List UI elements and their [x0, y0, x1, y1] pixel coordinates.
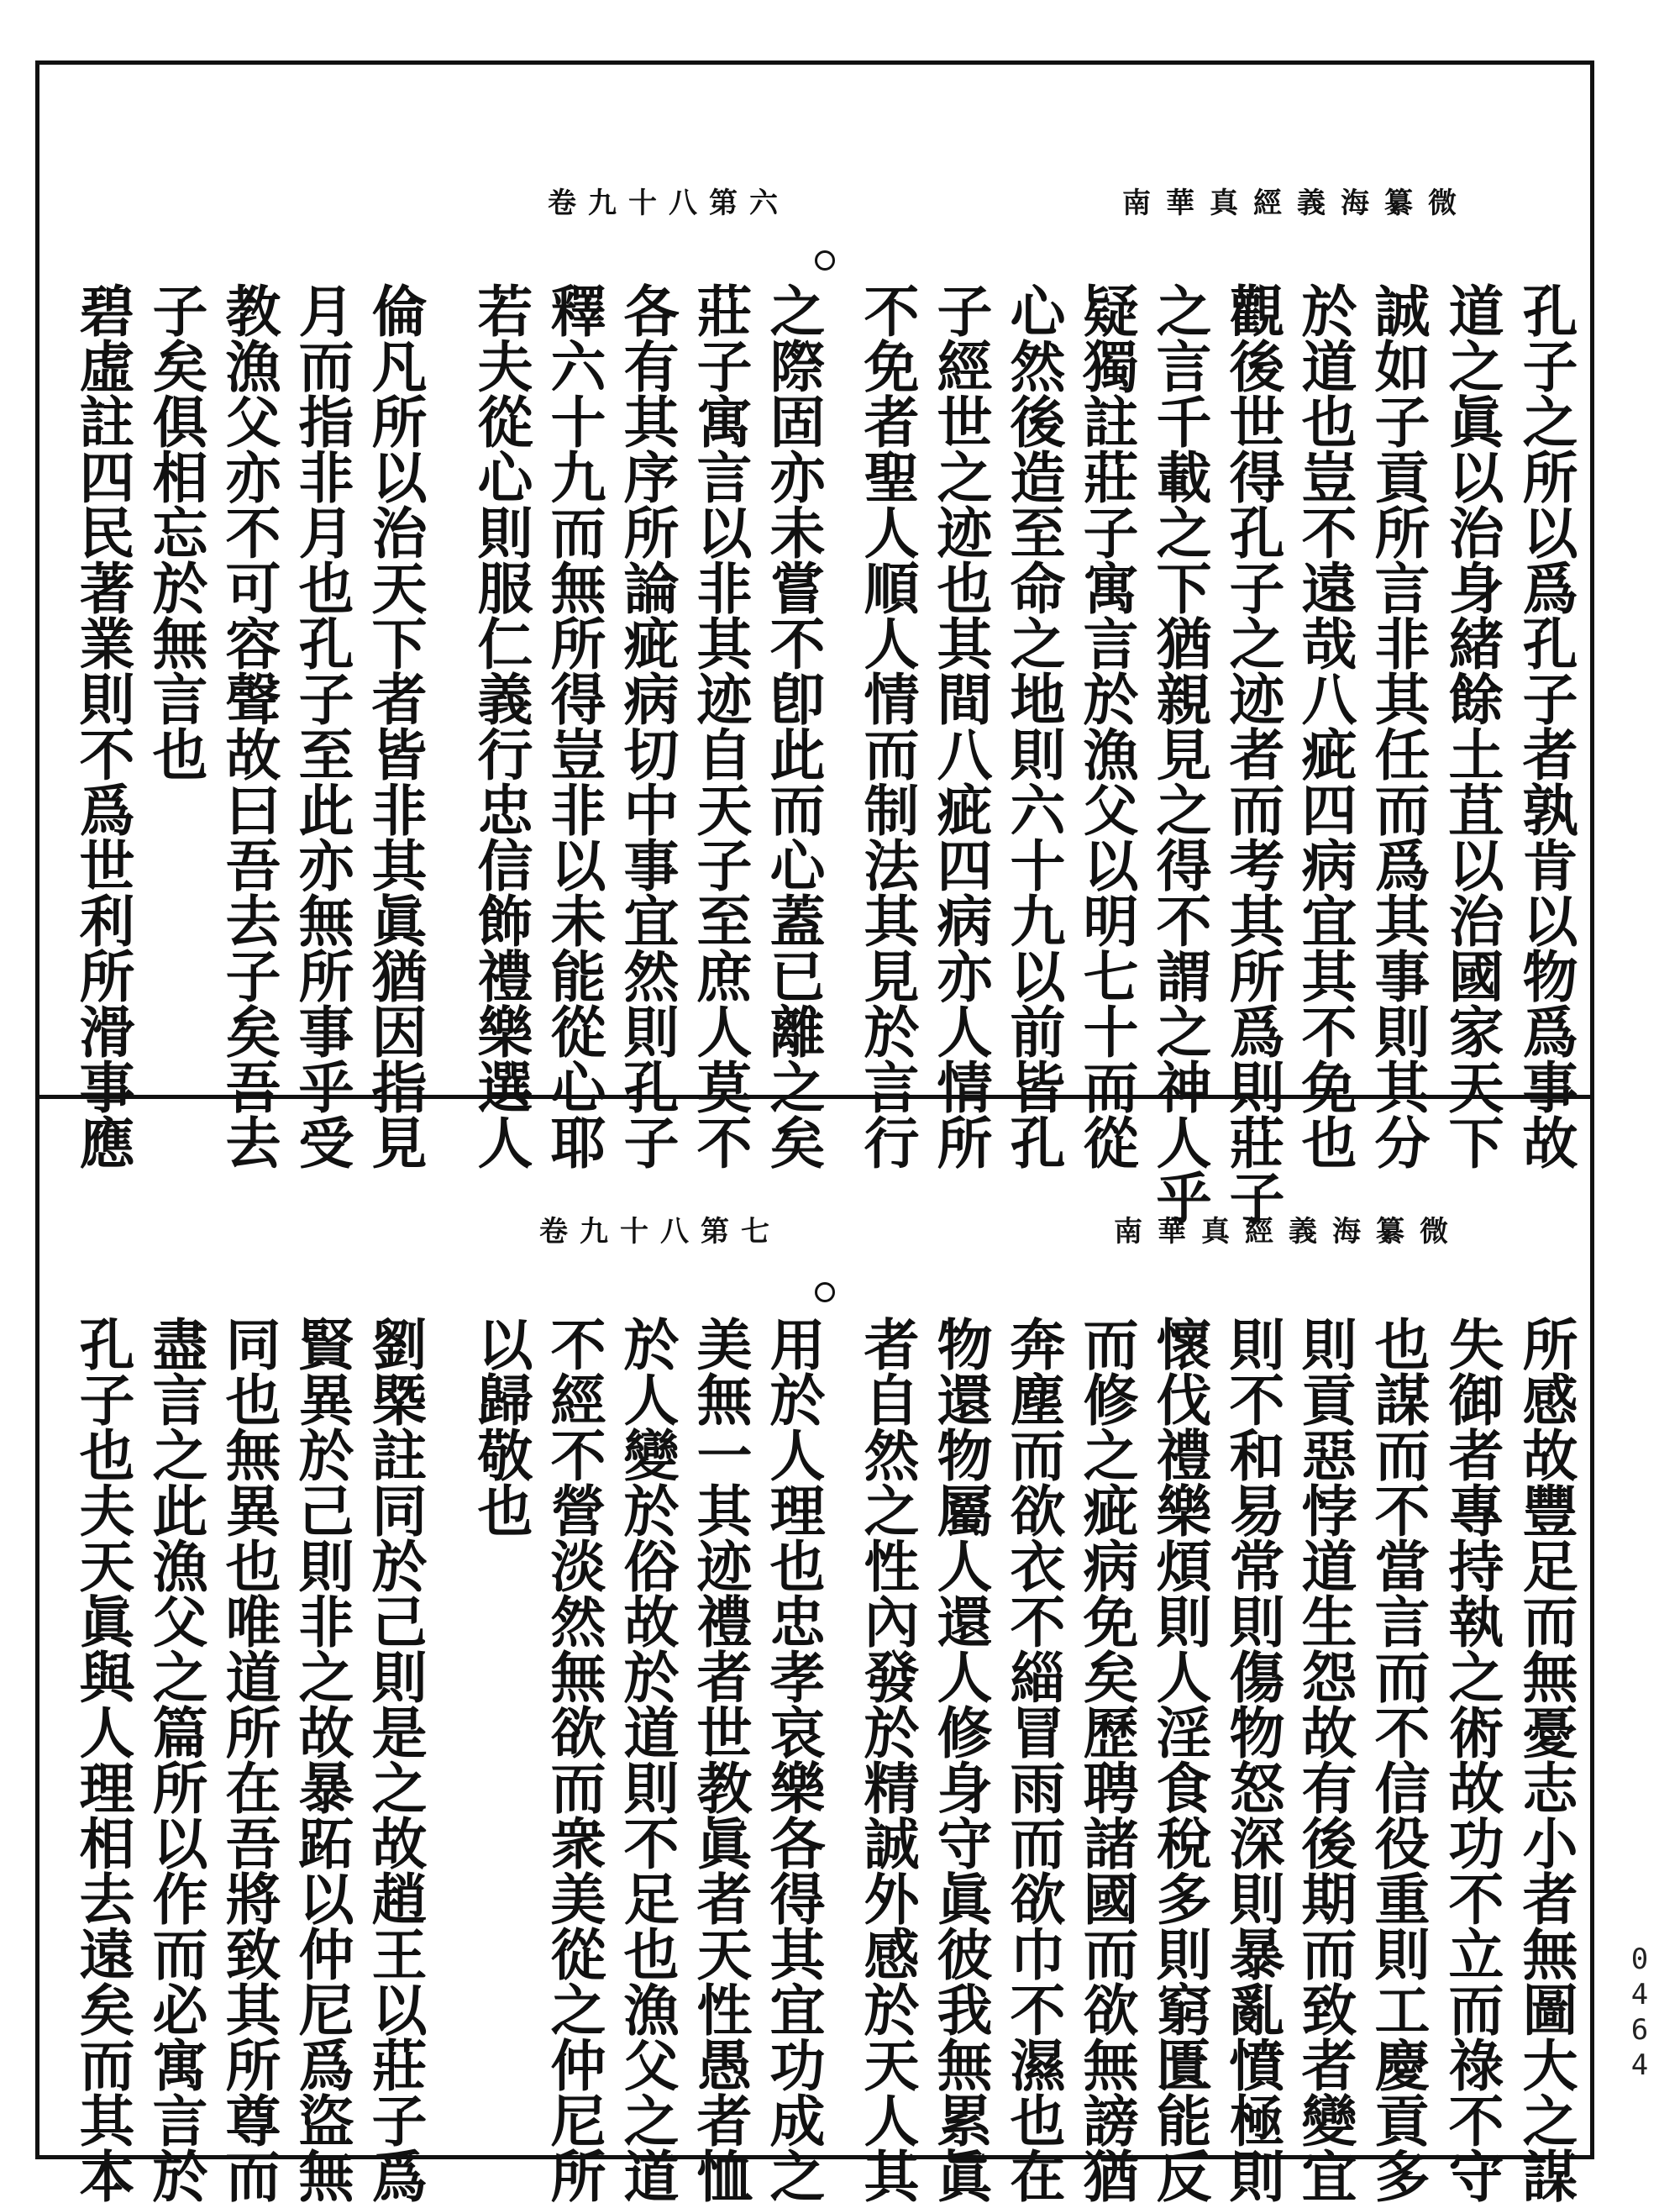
text-column: 懷伐禮樂煩則人淫食稅多則窮匱能反	[1147, 1316, 1212, 2203]
text-column: 於道也豈不遠哉八疵四病宜其不免也	[1292, 282, 1357, 1170]
text-column: 同也無異也唯道所在吾將致其所尊而	[216, 1316, 281, 2203]
text-column: 孔子之所以爲孔子者孰肯以物爲事故	[1513, 282, 1578, 1170]
text-column: 心然後造至命之地則六十九以前皆孔	[1000, 282, 1066, 1170]
text-column: 道之眞以治身緒餘土苴以治國家天下	[1439, 282, 1504, 1170]
text-column: 物還物屬人還人修身守眞彼我無累眞	[927, 1316, 993, 2203]
text-column: 用於人理也忠孝哀樂各得其宜功成之	[760, 1316, 826, 2203]
text-column: 以歸敬也	[468, 1316, 533, 1538]
text-column: 碧虛註四民著業則不爲世利所滑事應	[70, 282, 135, 1170]
text-column: 也謀而不當言而不信役重則工慶貢多	[1365, 1316, 1431, 2203]
text-column: 盡言之此漁父之篇所以作而必寓言於	[143, 1316, 208, 2203]
text-column: 釋六十九而無所得豈非以未能從心耶	[541, 282, 606, 1170]
text-column: 誠如子貢所言非其任而爲其事則其分	[1365, 282, 1431, 1170]
page-header-bottom	[539, 1208, 1463, 1249]
text-column: 賢異於己則非之故暴跖以仲尼爲盜無	[289, 1316, 354, 2203]
text-column: 則貢惡悖道生怨故有後期而致者變宜	[1292, 1316, 1357, 2203]
page-number: 0464	[1623, 1943, 1656, 2084]
text-column: 美無一其迹禮者世教眞者天性愚者恤	[687, 1316, 753, 2203]
text-column: 於人變於俗故於道則不足也漁父之道	[614, 1316, 680, 2203]
text-column: 月而指非月也孔子至此亦無所事乎受	[289, 282, 354, 1170]
text-column: 之際固亦未嘗不卽此而心蓋已離之矣	[760, 282, 826, 1170]
circle-mark-icon	[815, 1282, 835, 1302]
text-column: 所感故豐足而無憂志小者無圖大之謀	[1513, 1316, 1578, 2203]
text-column: 則不和易常則傷物怒深則暴亂憤極則	[1220, 1316, 1285, 2203]
header-title: 南華真經義海纂微	[1114, 1215, 1463, 1249]
text-column: 而修之疵病免矣歷聘諸國而欲無謗猶	[1074, 1316, 1139, 2203]
text-column: 奔塵而欲衣不緇冒雨而欲巾不濕也在	[1000, 1316, 1066, 2203]
text-column: 各有其序所論疵病切中事宜然則孔子	[614, 282, 680, 1170]
text-column: 者自然之性內發於精誠外感於天人其	[854, 1316, 920, 2203]
text-column: 子矣俱相忘於無言也	[143, 282, 208, 781]
text-column: 倫凡所以治天下者皆非其眞猶因指見	[362, 282, 428, 1170]
text-column: 失御者專持執之術故功不立而祿不守	[1439, 1316, 1504, 2203]
text-column: 不免者聖人順人情而制法其見於言行	[854, 282, 920, 1170]
page-header-top	[548, 180, 1472, 221]
text-column: 若夫從心則服仁義行忠信飾禮樂選人	[468, 282, 533, 1170]
text-column: 孔子也夫天眞與人理相去遠矣而其本	[70, 1316, 135, 2203]
text-column: 子經世之迹也其間八疵四病亦人情所	[927, 282, 993, 1170]
text-column: 不經不營淡然無欲而衆美從之仲尼所	[541, 1316, 606, 2203]
header-juan: 卷九十八第七	[539, 1215, 781, 1249]
text-column: 之言千載之下猶親見之得不謂之神人乎	[1147, 282, 1212, 1225]
text-column: 教漁父亦不可容聲故曰吾去子矣吾去	[216, 282, 281, 1170]
header-title: 南華真經義海纂微	[1122, 187, 1472, 220]
header-juan: 卷九十八第六	[548, 187, 790, 220]
text-column: 疑獨註莊子寓言於漁父以明七十而從	[1074, 282, 1139, 1170]
text-column: 觀後世得孔子之迹者而考其所爲則莊子	[1220, 282, 1285, 1225]
circle-mark-icon	[815, 250, 835, 271]
text-column: 劉槩註同於己則是之故趙王以莊子爲	[362, 1316, 428, 2203]
text-column: 莊子寓言以非其迹自天子至庶人莫不	[687, 282, 753, 1170]
